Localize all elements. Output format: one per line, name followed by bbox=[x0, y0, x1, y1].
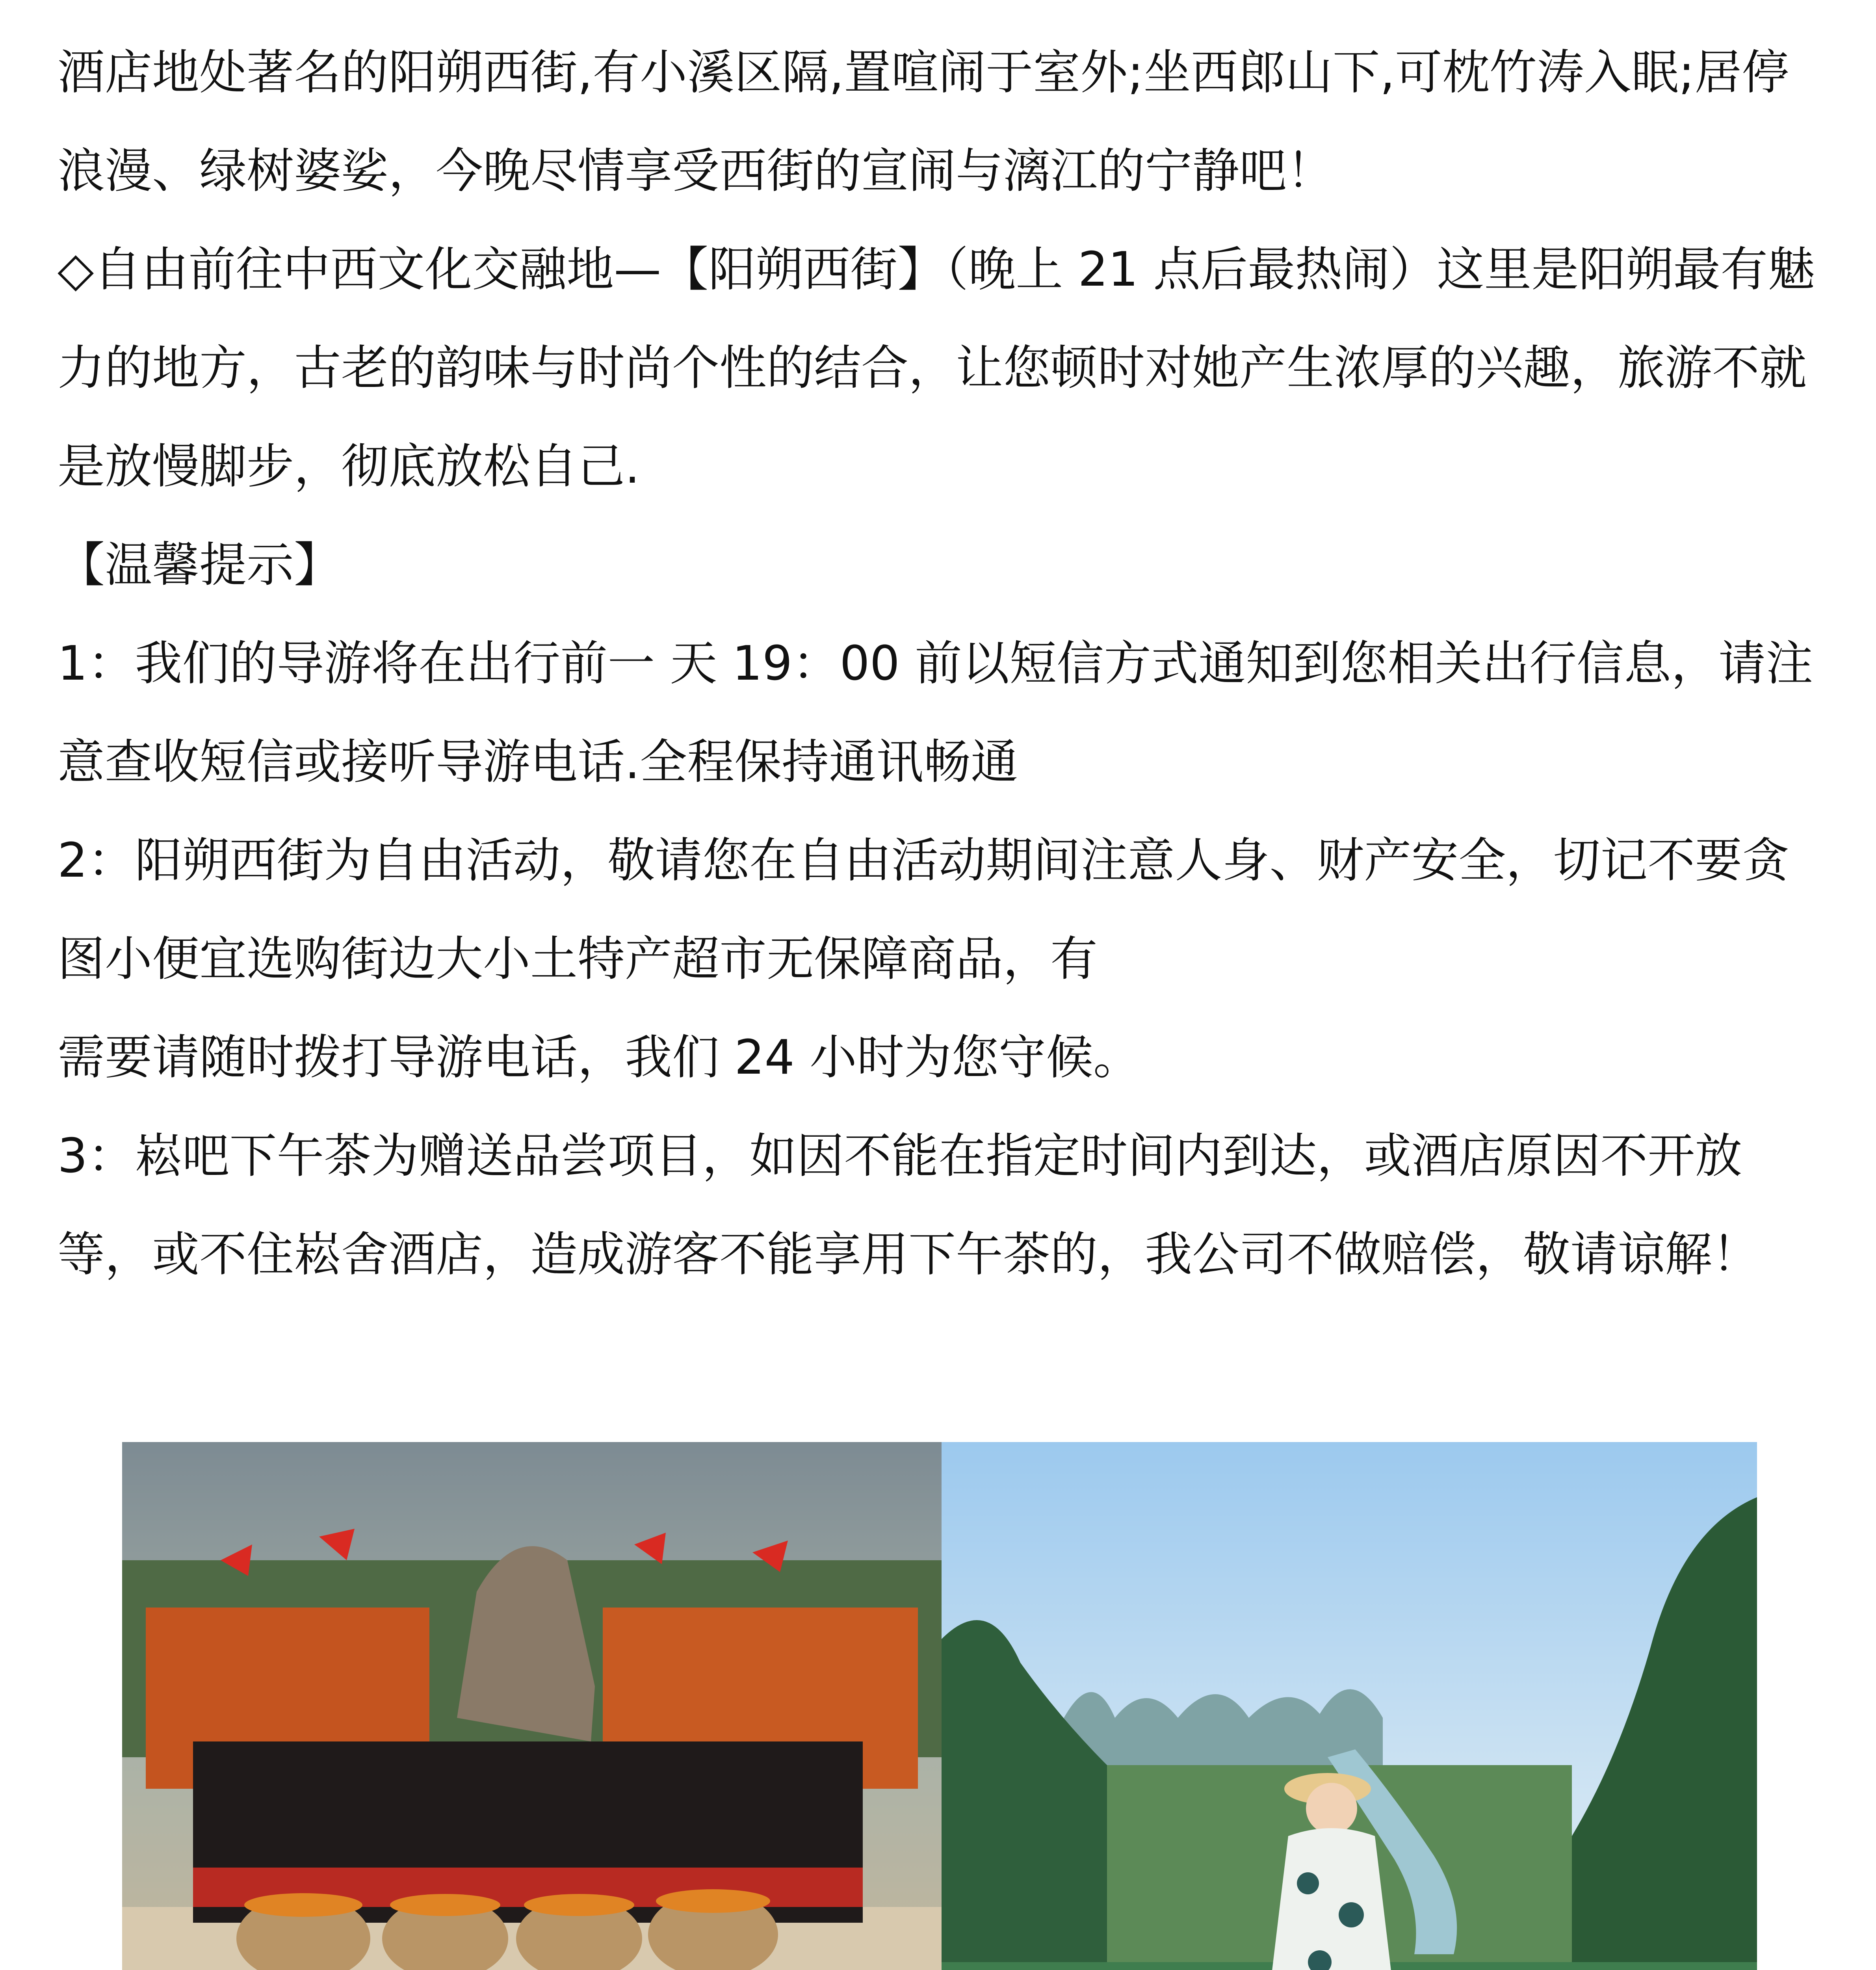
tip-item-2-continued: 需要请随时拨打导游电话，我们 24 小时为您守候。 bbox=[58, 1030, 1140, 1085]
photo-persimmon-festival bbox=[122, 1442, 942, 1970]
intro-paragraph-west-street: ◇自由前往中西文化交融地—【阳朔西街】（晚上 21 点后最热闹）这里是阳朔最有魅力的地方，古老的韵味与时尚个性的结合，让您顿时对她产生浓厚的兴趣，旅游不就是放慢脚步，彻底放松自己. bbox=[58, 242, 1815, 494]
photo-li-river-viewpoint bbox=[942, 1442, 1757, 1970]
document-body bbox=[58, 24, 1818, 1304]
tip-item-2: 2：阳朔西街为自由活动，敬请您在自由活动期间注意人身、财产安全，切记不要贪图小便宜选购街边大小土特产超市无保障商品，有 bbox=[58, 833, 1790, 987]
intro-paragraph-hotel: 酒店地处著名的阳朔西街,有小溪区隔,置喧闹于室外;坐西郎山下,可枕竹涛入眠;居停浪漫、绿树婆娑，今晚尽情享受西街的宣闹与漓江的宁静吧！ bbox=[58, 45, 1789, 199]
tip-item-1: 1：我们的导游将在出行前一 天 19：00 前以短信方式通知到您相关出行信息，请注意查收短信或接听导游电话.全程保持通讯畅通 bbox=[58, 636, 1813, 790]
tip-item-3: 3：崧吧下午茶为赠送品尝项目，如因不能在指定时间内到达，或酒店原因不开放等，或不住崧舍酒店，造成游客不能享用下午茶的，我公司不做赔偿，敬请谅解！ bbox=[58, 1129, 1759, 1282]
photo-row bbox=[122, 1442, 1757, 1970]
tips-heading: 【温馨提示】 bbox=[58, 538, 341, 593]
